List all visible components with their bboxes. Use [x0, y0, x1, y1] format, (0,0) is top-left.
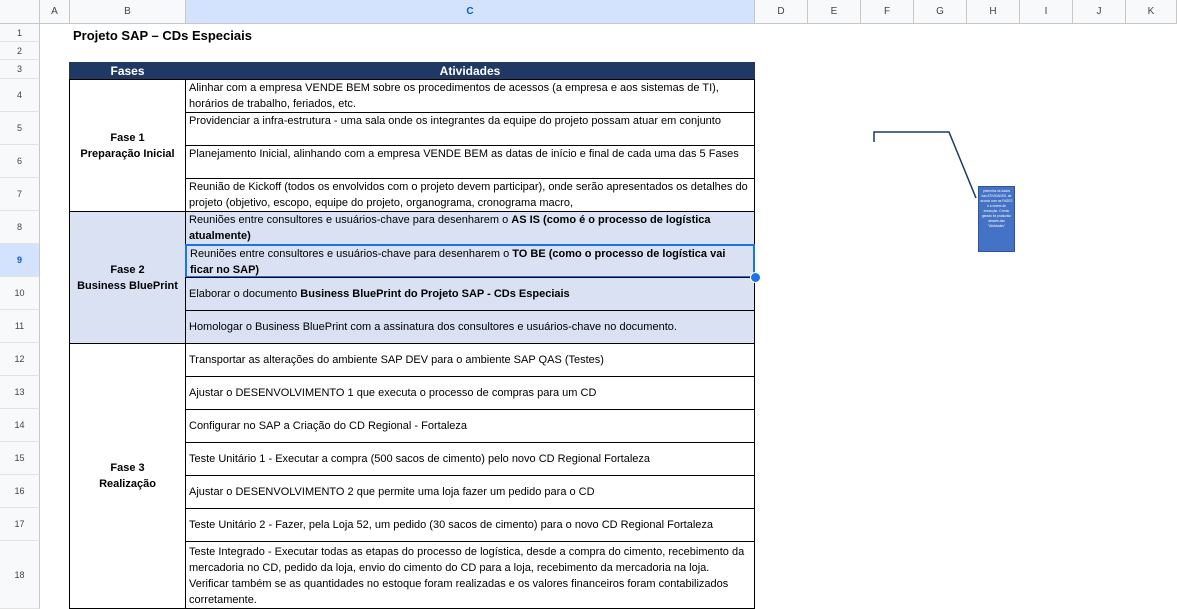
activity-text: Teste Unitário 1 - Executar a compra (500 sacos de cimento) pelo novo CD Regional Fortaleza — [189, 453, 651, 465]
row-header[interactable]: 8 — [0, 211, 40, 244]
phase-cell-2[interactable] — [69, 211, 186, 344]
activity-cell[interactable] — [185, 376, 755, 410]
column-header-h[interactable]: H — [967, 0, 1020, 24]
activity-text: Reunião de Kickoff (todos os envolvidos com o projeto devem participar), onde serão apresentados os detalhes do projeto (objetivo, escopo, equipe do projeto, organograma, cronograma macro, — [189, 181, 748, 209]
activity-cell[interactable] — [185, 343, 755, 377]
activity-text: Reuniões entre consultores e usuários-chave para desenharem o TO BE (como o processo de logística vai ficar no SAP) — [190, 248, 726, 276]
activity-cell[interactable] — [185, 145, 755, 179]
activity-cell[interactable] — [185, 211, 755, 245]
phase-subtitle: Realização — [99, 478, 156, 490]
note-text: preencha os dados das ATIVIDADES, de acordo com as FASES e a ordem de execução. O texto gerado foi produzido através das "Atividades" — [980, 189, 1013, 228]
activity-cell[interactable] — [185, 178, 755, 212]
row-header[interactable]: 18 — [0, 541, 40, 609]
row-header[interactable]: 14 — [0, 409, 40, 442]
phase-name: Fase 3 — [110, 462, 145, 474]
row-header[interactable]: 11 — [0, 310, 40, 343]
phase-name: Fase 2 — [110, 263, 145, 276]
activity-text: Alinhar com a empresa VENDE BEM sobre os procedimentos de acessos (a empresa e aos sistemas de TI), horários de trabalho, feriados, etc. — [189, 82, 719, 110]
activity-cell[interactable] — [185, 541, 755, 609]
activity-text: Providenciar a infra-estrutura - uma sala onde os integrantes da equipe do projeto possam atuar em conjunto — [189, 115, 721, 127]
activity-text: Ajustar o DESENVOLVIMENTO 1 que executa o processo de compras para um CD — [189, 387, 597, 399]
column-header-d[interactable]: D — [755, 0, 808, 24]
activity-cell[interactable] — [185, 442, 755, 476]
column-header-b[interactable]: B — [70, 0, 186, 24]
row-header[interactable]: 1 — [0, 24, 40, 42]
activity-cell[interactable] — [185, 475, 755, 509]
header-fases[interactable]: Fases — [69, 62, 186, 79]
row-header[interactable]: 6 — [0, 145, 40, 178]
phase-cell-1[interactable] — [69, 79, 186, 212]
phase-cell-3[interactable] — [69, 343, 186, 609]
activity-text: Teste Integrado - Executar todas as etapas do processo de logística, desde a compra do cimento, recebimento da mercadoria no CD, pedido da loja, envio do cimento do CD para a loja, recebimento da mercadoria na loja. Verificar também se as quantidades no estoque foram realizadas e os valores financeiros foram contabilizados corretamente. — [189, 546, 745, 606]
row-header[interactable]: 4 — [0, 79, 40, 112]
row-header[interactable]: 2 — [0, 42, 40, 60]
column-header-g[interactable]: G — [914, 0, 967, 24]
page-title[interactable]: Projeto SAP – CDs Especiais — [73, 28, 252, 43]
activity-cell[interactable] — [185, 409, 755, 443]
activity-text: Reuniões entre consultores e usuários-chave para desenharem o AS IS (como é o processo de logística atualmente) — [189, 214, 711, 242]
activity-cell[interactable] — [185, 310, 755, 344]
fill-handle[interactable] — [750, 272, 761, 283]
phase-subtitle: Preparação Inicial — [80, 147, 175, 160]
row-header[interactable]: 17 — [0, 508, 40, 541]
phase-subtitle: Business BluePrint — [77, 279, 178, 292]
activity-cell[interactable] — [185, 112, 755, 146]
activity-cell[interactable] — [185, 508, 755, 542]
column-header-j[interactable]: J — [1073, 0, 1126, 24]
row-header[interactable]: 16 — [0, 475, 40, 508]
connector-line[interactable] — [870, 128, 990, 198]
activity-cell-selected[interactable] — [185, 244, 755, 278]
activity-cell[interactable] — [185, 79, 755, 113]
column-header-i[interactable]: I — [1020, 0, 1073, 24]
column-header-k[interactable]: K — [1126, 0, 1177, 24]
row-header[interactable]: 3 — [0, 60, 40, 79]
column-header-a[interactable]: A — [40, 0, 70, 24]
row-header[interactable]: 13 — [0, 376, 40, 409]
activity-text: Homologar o Business BluePrint com a assinatura dos consultores e usuários-chave no documento. — [189, 321, 677, 333]
activity-cell[interactable] — [185, 277, 755, 311]
select-all-corner[interactable] — [0, 0, 40, 24]
column-header-c[interactable]: C — [186, 0, 755, 24]
activity-text: Transportar as alterações do ambiente SAP DEV para o ambiente SAP QAS (Testes) — [189, 354, 604, 366]
activity-text: Elaborar o documento Business BluePrint do Projeto SAP - CDs Especiais — [189, 288, 570, 300]
header-atividades[interactable]: Atividades — [185, 62, 755, 79]
row-header[interactable]: 10 — [0, 277, 40, 310]
row-header[interactable]: 7 — [0, 178, 40, 211]
activity-text: Ajustar o DESENVOLVIMENTO 2 que permite uma loja fazer um pedido para o CD — [189, 486, 595, 498]
row-header-selected[interactable]: 9 — [0, 244, 40, 277]
note-box[interactable] — [978, 186, 1015, 252]
row-header[interactable]: 12 — [0, 343, 40, 376]
activity-text: Teste Unitário 2 - Fazer, pela Loja 52, um pedido (30 sacos de cimento) para o novo CD Regional Fortaleza — [189, 519, 714, 531]
activity-text: Configurar no SAP a Criação do CD Regional - Fortaleza — [189, 420, 467, 432]
row-header[interactable]: 5 — [0, 112, 40, 145]
phase-name: Fase 1 — [110, 131, 145, 144]
activity-text: Planejamento Inicial, alinhando com a empresa VENDE BEM as datas de início e final de cada uma das 5 Fases — [189, 148, 739, 160]
column-header-f[interactable]: F — [861, 0, 914, 24]
row-header[interactable]: 15 — [0, 442, 40, 475]
column-header-e[interactable]: E — [808, 0, 861, 24]
